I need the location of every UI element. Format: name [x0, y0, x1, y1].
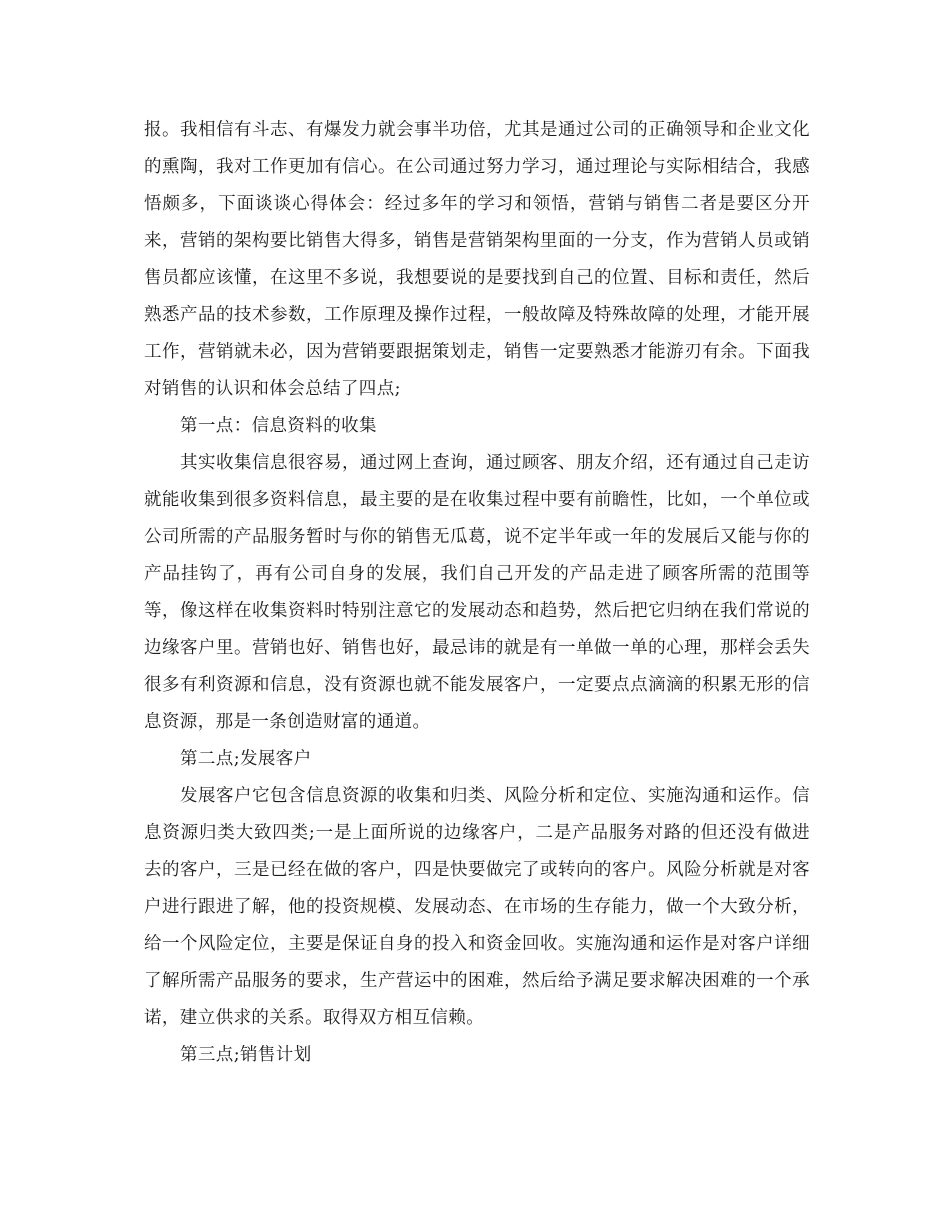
document-body [144, 112, 810, 1074]
paragraph-intro: 报。我相信有斗志、有爆发力就会事半功倍，尤其是通过公司的正确领导和企业文化的熏陶，我对工作更加有信心。在公司通过努力学习，通过理论与实际相结合，我感悟颇多，下面谈谈心得体会：经过多年的学习和领悟，营销与销售二者是要区分开来，营销的架构要比销售大得多，销售是营销架构里面的一分支，作为营销人员或销售员都应该懂，在这里不多说，我想要说的是要找到自己的位置、目标和责任，然后熟悉产品的技术参数，工作原理及操作过程，一般故障及特殊故障的处理，才能开展工作，营销就未必，因为营销要跟据策划走，销售一定要熟悉才能游刃有余。下面我对销售的认识和体会总结了四点; [144, 120, 810, 399]
section-heading-1: 第一点：信息资料的收集 [180, 416, 377, 436]
section-heading-2: 第二点;发展客户 [180, 749, 312, 769]
paragraph-info-collection: 其实收集信息很容易，通过网上查询，通过顾客、朋友介绍，还有通过自己走访就能收集到很多资料信息，最主要的是在收集过程中要有前瞻性，比如，一个单位或公司所需的产品服务暂时与你的销售无瓜葛，说不定半年或一年的发展后又能与你的产品挂钩了，再有公司自身的发展，我们自己开发的产品走进了顾客所需的范围等等，像这样在收集资料时特别注意它的发展动态和趋势，然后把它归纳在我们常说的边缘客户里。营销也好、销售也好，最忌讳的就是有一单做一单的心理，那样会丢失很多有利资源和信息，没有资源也就不能发展客户，一定要点点滴滴的积累无形的信息资源，那是一条创造财富的通道。 [144, 453, 810, 732]
paragraph-develop-customers: 发展客户它包含信息资源的收集和归类、风险分析和定位、实施沟通和运作。信息资源归类大致四类;一是上面所说的边缘客户，二是产品服务对路的但还没有做进去的客户，三是已经在做的客户，四是快要做完了或转向的客户。风险分析就是对客户进行跟进了解，他的投资规模、发展动态、在市场的生存能力，做一个大致分析，给一个风险定位，主要是保证自身的投入和资金回收。实施沟通和运作是对客户详细了解所需产品服务的要求，生产营运中的困难，然后给予满足要求解决困难的一个承诺，建立供求的关系。取得双方相互信赖。 [144, 786, 810, 1028]
section-heading-3: 第三点;销售计划 [180, 1045, 312, 1065]
